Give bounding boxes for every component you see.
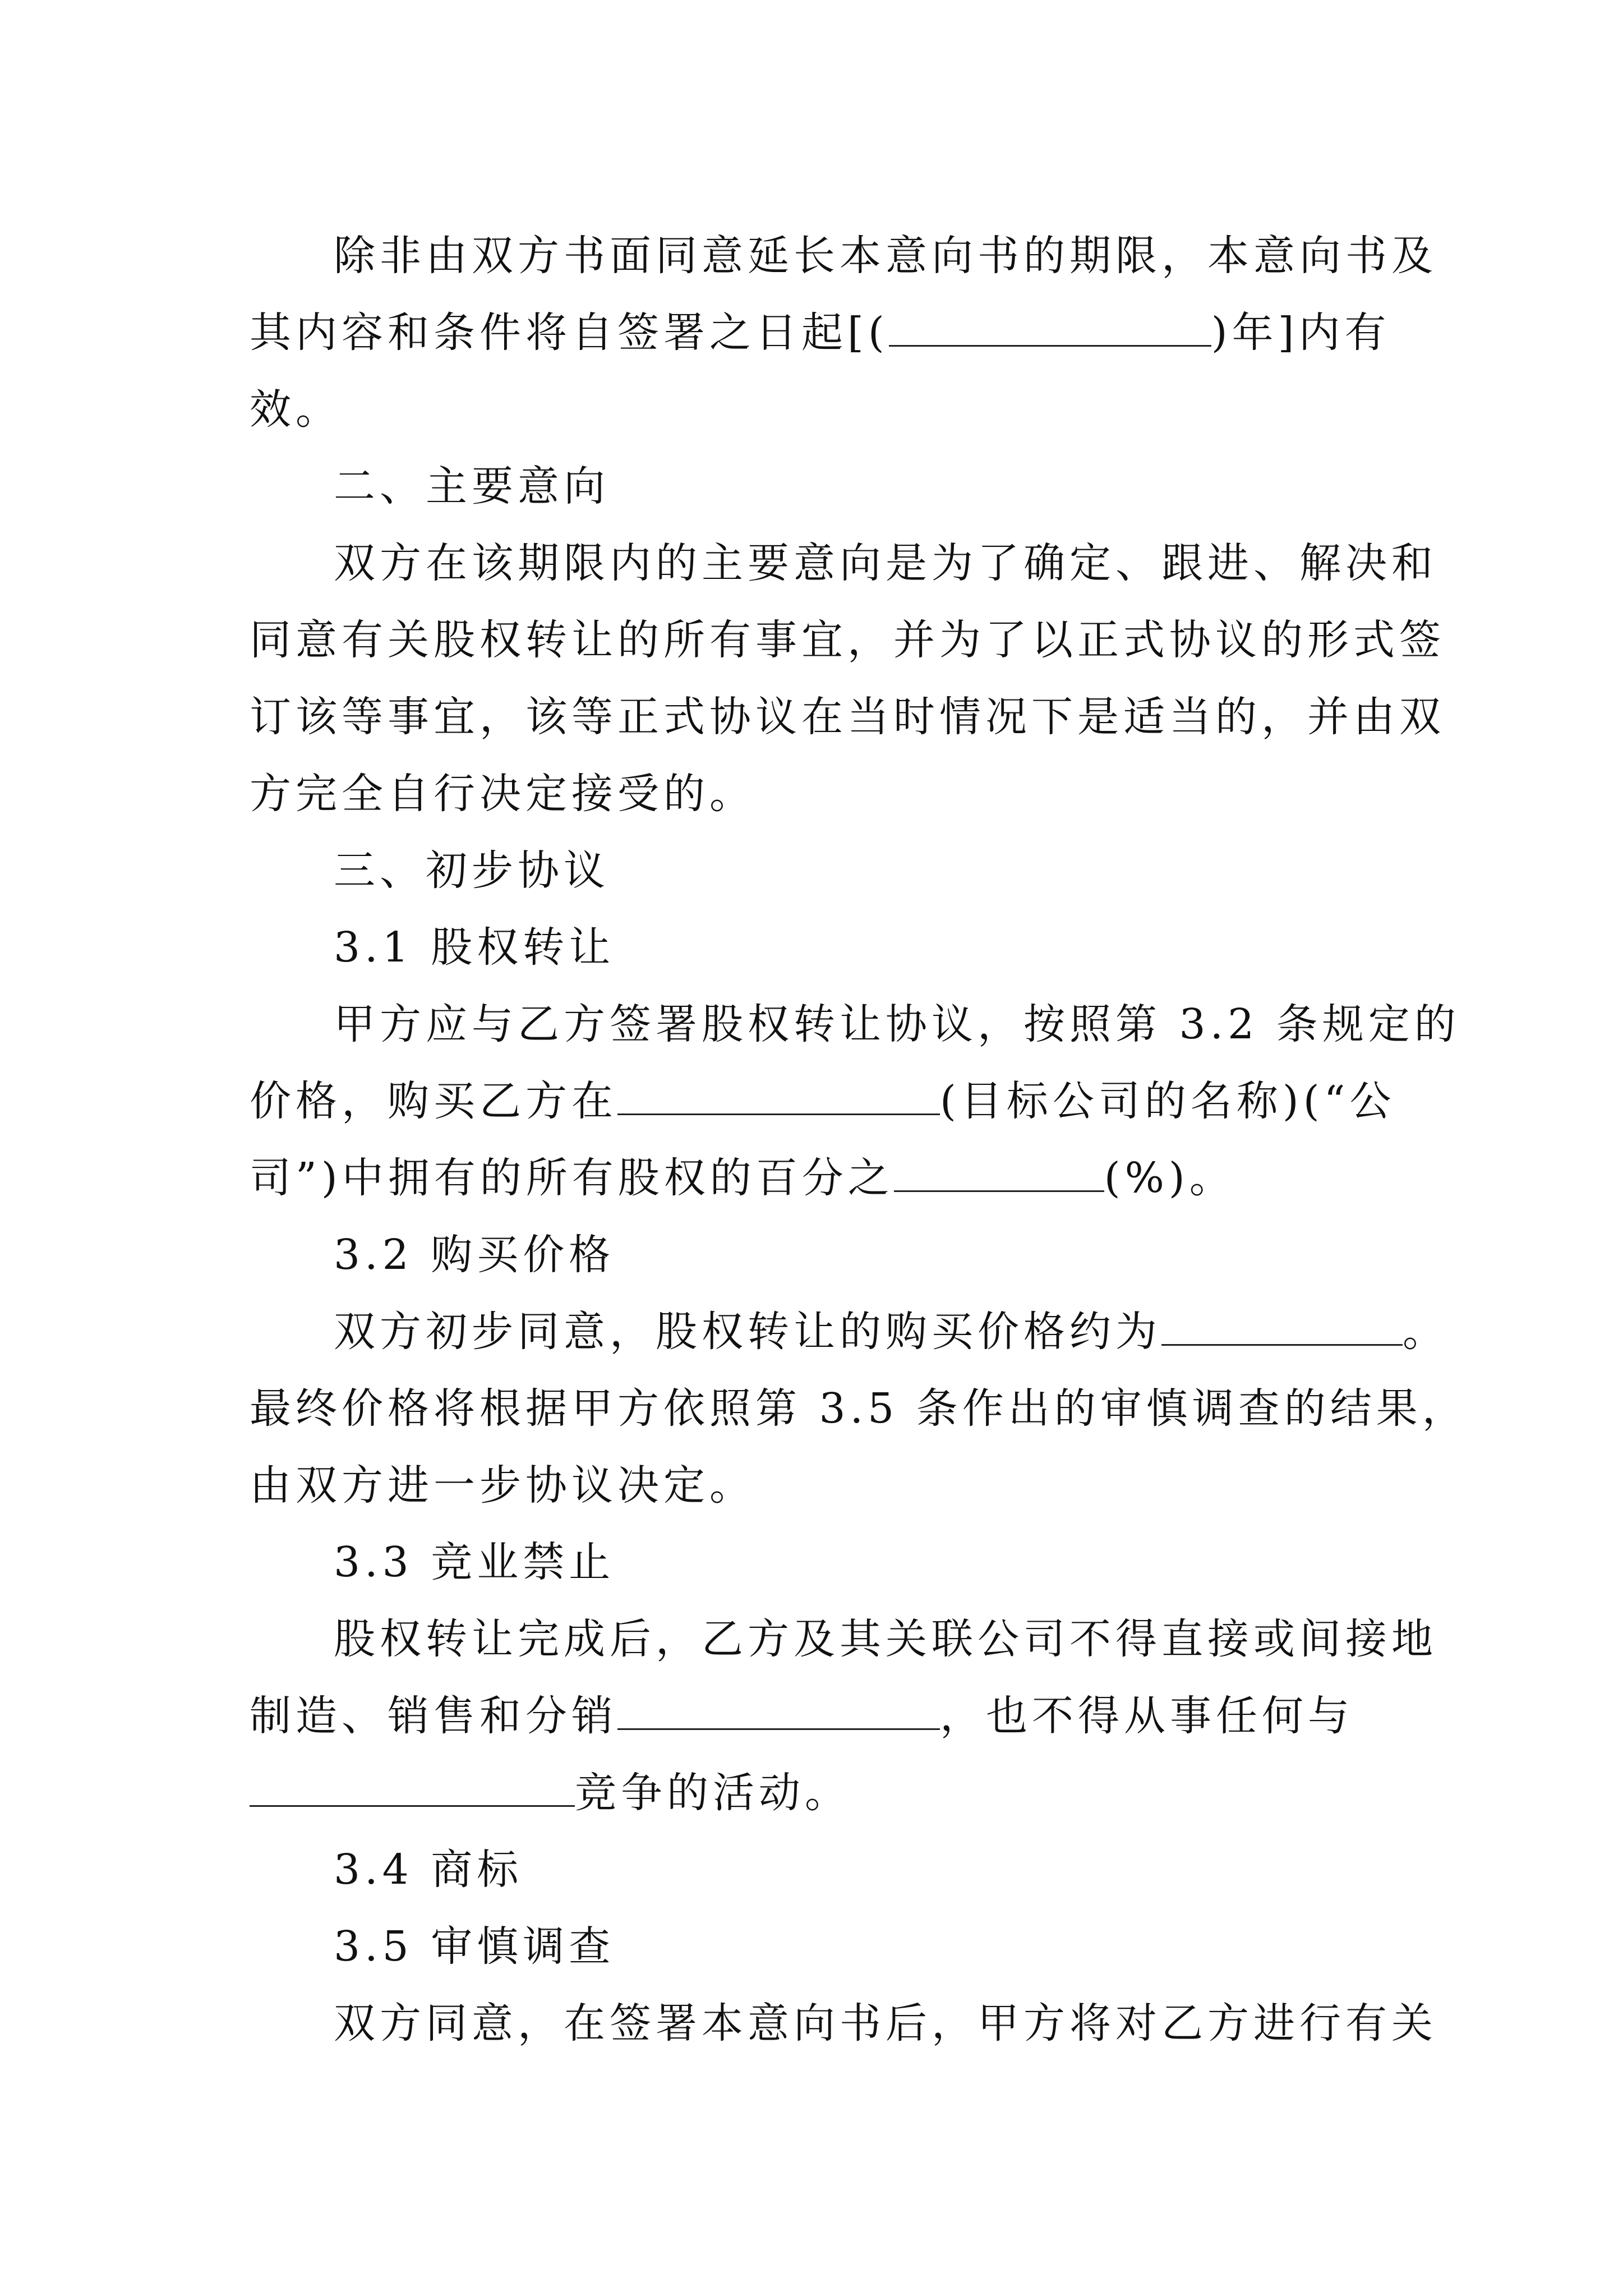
text-fragment: 竞争的活动。 bbox=[575, 1769, 851, 1817]
section-heading-preliminary-agreement: 三、初步协议 bbox=[334, 846, 610, 895]
paragraph-intent-line-4: 方完全自行决定接受的。 bbox=[250, 770, 755, 818]
paragraph-3-3-line-2 bbox=[250, 1678, 1382, 1755]
paragraph-3-3-line-1: 股权转让完成后，乙方及其关联公司不得直接或间接地 bbox=[334, 1615, 1437, 1663]
text-fragment: 其内容和条件将自签署之日起[( bbox=[250, 309, 889, 357]
blank-company-name-field bbox=[617, 1079, 940, 1115]
paragraph-3-2-line-1 bbox=[250, 1294, 1449, 1370]
paragraph-intent-line-1: 双方在该期限内的主要意向是为了确定、跟进、解决和 bbox=[334, 539, 1437, 587]
text-fragment: 司”)中拥有的所有股权的百分之 bbox=[250, 1154, 894, 1202]
paragraph-3-1-line-3 bbox=[250, 1140, 1382, 1217]
blank-percentage-field bbox=[894, 1156, 1104, 1192]
subsection-heading-3-4: 3.4 商标 bbox=[334, 1846, 523, 1894]
text-fragment: )年]内有 bbox=[1211, 309, 1391, 357]
text-fragment: 双方初步同意，股权转让的购买价格约为 bbox=[334, 1308, 1161, 1356]
section-heading-main-intent: 二、主要意向 bbox=[334, 462, 610, 510]
text-fragment: ，也不得从事任何与 bbox=[940, 1692, 1354, 1740]
text-fragment: 。 bbox=[1403, 1308, 1449, 1356]
paragraph-3-2-line-2: 最终价格将根据甲方依照第 3.5 条作出的审慎调查的结果， bbox=[250, 1384, 1468, 1433]
paragraph-intent-line-3: 订该等事宜，该等正式协议在当时情况下是适当的，并由双 bbox=[250, 693, 1445, 741]
blank-competitor-field bbox=[250, 1770, 575, 1807]
subsection-heading-3-1: 3.1 股权转让 bbox=[334, 923, 615, 972]
paragraph-3-5-line-1: 双方同意，在签署本意向书后，甲方将对乙方进行有关 bbox=[334, 1999, 1437, 2047]
paragraph-validity-line-3: 效。 bbox=[250, 385, 342, 434]
text-fragment: 制造、销售和分销 bbox=[250, 1692, 617, 1740]
paragraph-3-2-line-3: 由双方进一步协议决定。 bbox=[250, 1461, 755, 1510]
subsection-heading-3-3: 3.3 竞业禁止 bbox=[334, 1538, 615, 1586]
subsection-heading-3-2: 3.2 购买价格 bbox=[334, 1231, 615, 1279]
blank-price-field bbox=[1161, 1309, 1403, 1346]
paragraph-3-1-line-2 bbox=[250, 1063, 1396, 1140]
paragraph-3-1-line-1: 甲方应与乙方签署股权转让协议，按照第 3.2 条规定的 bbox=[334, 1000, 1460, 1048]
paragraph-validity-line-1: 除非由双方书面同意延长本意向书的期限，本意向书及 bbox=[334, 232, 1437, 280]
subsection-heading-3-5: 3.5 审慎调查 bbox=[334, 1922, 615, 1971]
text-fragment: (目标公司的名称)(“公 bbox=[940, 1077, 1396, 1125]
paragraph-3-3-line-3 bbox=[250, 1755, 1382, 1832]
paragraph-intent-line-2: 同意有关股权转让的所有事宜，并为了以正式协议的形式签 bbox=[250, 616, 1445, 664]
document-page bbox=[250, 218, 1468, 2062]
blank-years-field bbox=[889, 310, 1211, 347]
blank-products-field bbox=[617, 1694, 940, 1730]
text-fragment: 价格，购买乙方在 bbox=[250, 1077, 617, 1125]
paragraph-validity-line-2 bbox=[250, 295, 1391, 371]
text-fragment: (%)。 bbox=[1104, 1154, 1235, 1202]
